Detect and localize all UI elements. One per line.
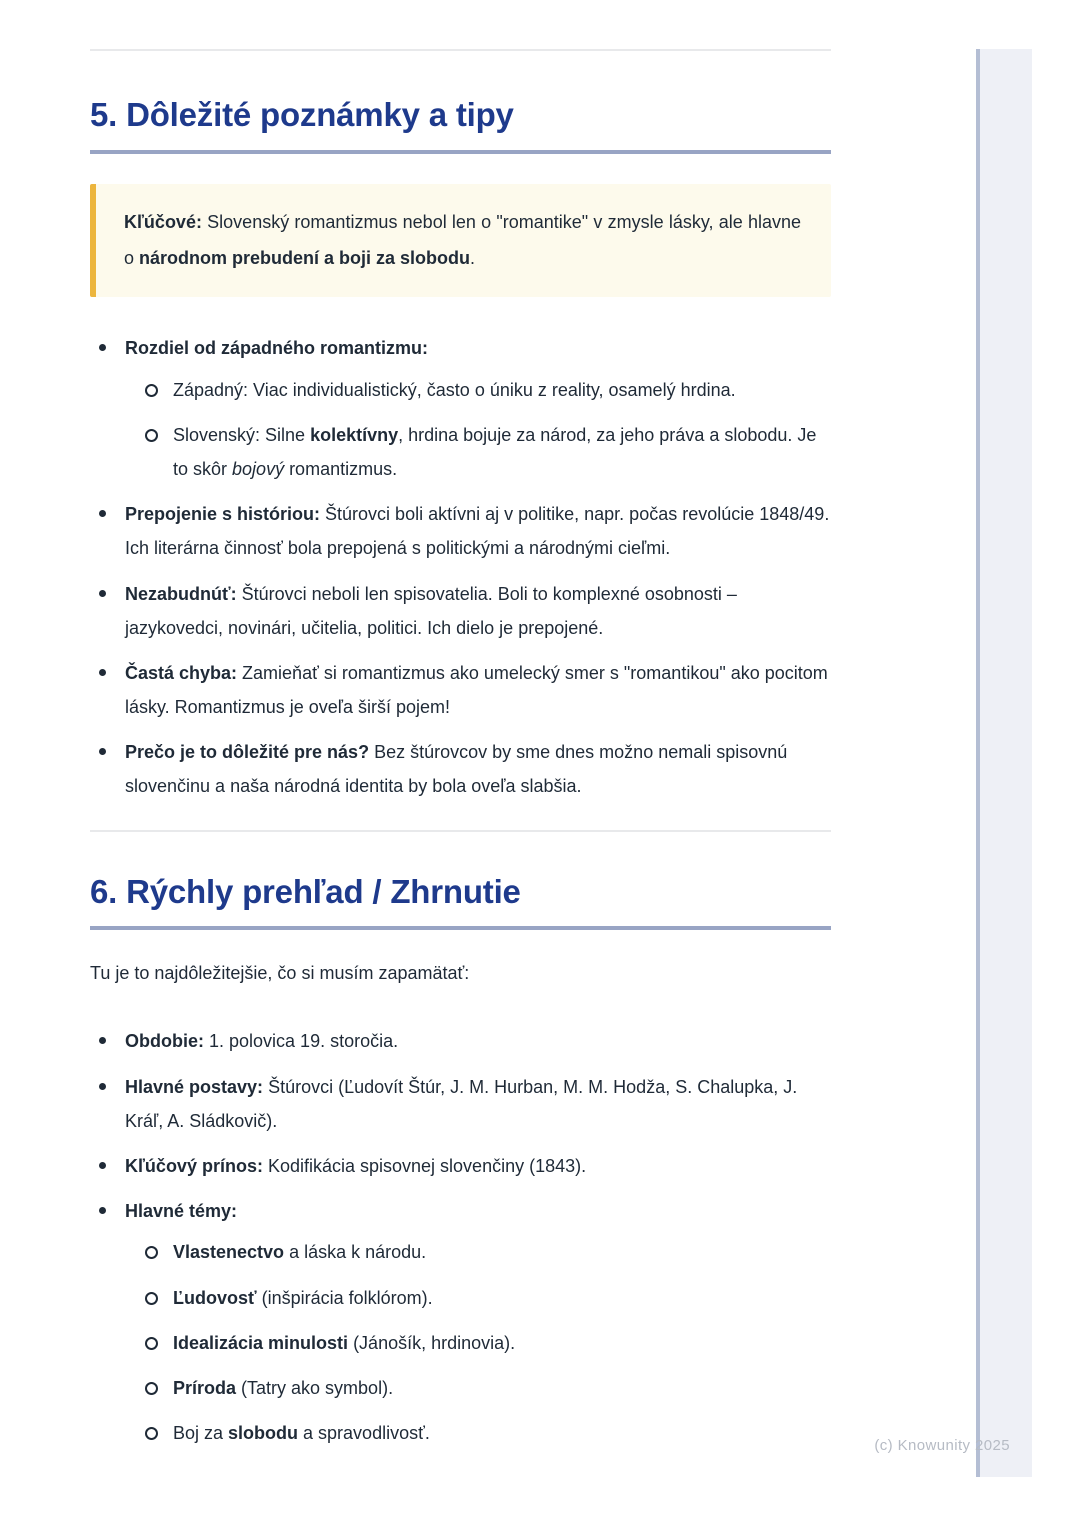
text-segment: romantizmus. xyxy=(284,458,398,479)
copyright-notice: (c) Knowunity 2025 xyxy=(874,1437,1010,1454)
text-segment: Prepojenie s históriou: xyxy=(125,504,321,525)
list-item xyxy=(90,1024,831,1058)
section-5-title: 5. Dôležité poznámky a tipy xyxy=(90,96,514,133)
sub-list-item xyxy=(137,1416,831,1450)
list-item xyxy=(90,1070,831,1138)
text-segment: kolektívny xyxy=(310,424,399,445)
text-segment: Slovenský: Silne xyxy=(173,424,311,445)
text-segment: a spravodlivosť. xyxy=(298,1423,430,1444)
page-content xyxy=(90,0,831,1461)
notes-list xyxy=(90,331,831,803)
text-segment: 1. polovica 19. storočia. xyxy=(204,1031,399,1052)
sub-list xyxy=(125,373,831,487)
text-segment: (Jánošík, hrdinovia). xyxy=(348,1332,516,1353)
text-segment: Štúrovci (Ľudovít Štúr, J. M. Hurban, M. M. Hodža, S. Chalupka, J. Kráľ, A. Sládkovič). xyxy=(125,1076,798,1131)
text-segment: Ľudovosť xyxy=(173,1287,257,1308)
text-segment: Boj za xyxy=(173,1423,229,1444)
text-segment: Vlastenectvo xyxy=(173,1242,285,1263)
sub-list-item xyxy=(137,373,831,407)
summary-intro: Tu je to najdôležitejšie, čo si musím zapamätať: xyxy=(90,963,470,984)
list-item xyxy=(90,1194,831,1450)
text-segment: Kľúčový prínos: xyxy=(125,1155,263,1176)
text-segment: Kľúčové: xyxy=(124,211,202,232)
section-6-title: 6. Rýchly prehľad / Zhrnutie xyxy=(90,872,521,910)
text-segment: Obdobie: xyxy=(125,1031,204,1052)
section-divider xyxy=(90,830,831,832)
section-important-notes xyxy=(90,95,831,804)
summary-list xyxy=(90,1024,831,1450)
text-segment: , hrdina bojuje za národ, za jeho práva a slobodu. Je to skôr xyxy=(173,424,817,479)
text-segment: Štúrovci neboli len spisovatelia. Boli to komplexné osobnosti – jazykovedci, novinári, učitelia, politici. Ich dielo je prepojené. xyxy=(125,583,737,638)
text-segment: Rozdiel od západného romantizmu: xyxy=(125,338,429,359)
text-segment: Hlavné postavy: xyxy=(125,1076,264,1097)
text-segment: Bez štúrovcov by sme dnes možno nemali spisovnú slovenčinu a naša národná identita by bola oveľa slabšia. xyxy=(125,742,788,797)
text-segment: . xyxy=(470,248,476,269)
text-segment: národnom prebudení a boji za slobodu xyxy=(139,248,471,269)
text-segment: Zamieňať si romantizmus ako umelecký smer s "romantikou" ako pocitom lásky. Romantizmus je oveľa širší pojem! xyxy=(125,662,828,718)
list-item xyxy=(90,577,831,645)
text-segment: a láska k národu. xyxy=(284,1242,427,1263)
list-item xyxy=(90,1149,831,1183)
key-callout xyxy=(90,184,831,298)
sub-list-item xyxy=(137,1281,831,1315)
text-segment: Kodifikácia spisovnej slovenčiny (1843). xyxy=(262,1155,587,1176)
text-segment: Prečo je to dôležité pre nás? xyxy=(125,742,370,763)
text-segment: Častá chyba: xyxy=(125,662,238,683)
list-item xyxy=(90,735,831,803)
text-segment: Idealizácia minulosti xyxy=(173,1332,349,1353)
text-segment: Nezabudnúť: xyxy=(125,583,237,604)
text-segment: Príroda xyxy=(173,1377,237,1398)
section-summary xyxy=(90,872,831,1451)
text-segment: Slovenský romantizmus nebol len o "romantike" v zmysle lásky, ale hlavne o xyxy=(124,211,801,269)
sub-list-item xyxy=(137,1371,831,1405)
next-page-edge xyxy=(976,49,1032,1477)
text-segment: bojový xyxy=(232,458,285,479)
sub-list xyxy=(125,1235,831,1450)
text-segment: (inšpirácia folklórom). xyxy=(256,1287,433,1308)
text-segment: Hlavné témy: xyxy=(125,1201,238,1222)
section-6-title-underline xyxy=(90,926,831,930)
text-segment: (Tatry ako symbol). xyxy=(236,1377,394,1398)
list-item xyxy=(90,656,831,724)
sub-list-item xyxy=(137,1326,831,1360)
top-divider xyxy=(90,49,831,51)
sub-list-item xyxy=(137,1235,831,1269)
text-segment: Štúrovci boli aktívni aj v politike, napr. počas revolúcie 1848/49. Ich literárna činnosť bola prepojená s politickými a národnými cieľmi. xyxy=(125,504,830,559)
section-5-title-underline xyxy=(90,150,831,154)
text-segment: slobodu xyxy=(228,1423,299,1444)
key-callout-text xyxy=(124,204,801,278)
text-segment: Západný: Viac individualistický, často o úniku z reality, osamelý hrdina. xyxy=(173,379,736,400)
list-item xyxy=(90,497,831,565)
list-item xyxy=(90,331,831,486)
sub-list-item xyxy=(137,418,831,486)
